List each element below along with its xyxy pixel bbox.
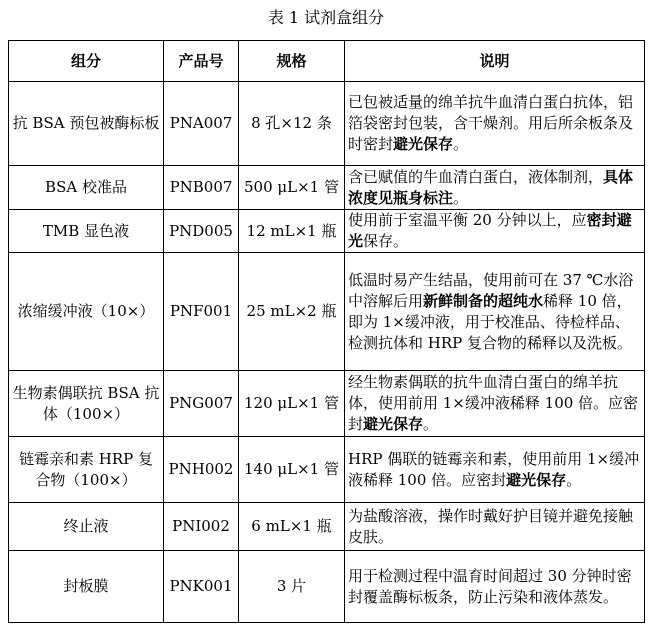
header-description: 说明 [345, 41, 645, 82]
cell-component: 终止液 [9, 503, 164, 551]
table-row [9, 551, 645, 623]
cell-description [345, 166, 645, 210]
description-text: 低温时易产生结晶，使用前可在 37 ℃水浴中溶解后用 [348, 270, 634, 310]
description-text: 。 [423, 415, 439, 433]
cell-description [345, 210, 645, 253]
description-text: 。 [566, 470, 582, 489]
cell-component: BSA 校准品 [9, 166, 164, 210]
cell-product-no: PNB007 [164, 166, 239, 210]
cell-component: 抗 BSA 预包被酶标板 [9, 82, 164, 166]
cell-component: TMB 显色液 [9, 210, 164, 253]
description-text: HRP 偶联的链霉亲和素，使用前用 1×缓冲液稀释 100 倍。应密封 [348, 449, 640, 489]
header-spec: 规格 [239, 41, 345, 82]
table-row [9, 503, 645, 551]
cell-product-no: PNA007 [164, 82, 239, 166]
description-text: 含已赋值的牛血清白蛋白，液体制剂， [348, 167, 604, 186]
header-product-no: 产品号 [164, 41, 239, 82]
cell-product-no: PNK001 [164, 551, 239, 623]
cell-component: 封板膜 [9, 551, 164, 623]
cell-description [345, 437, 645, 503]
bold-note: 避光保存 [506, 470, 567, 489]
cell-product-no: PND005 [164, 210, 239, 253]
cell-description [345, 371, 645, 437]
bold-note: 具体浓度见瓶身标注 [348, 167, 634, 207]
cell-product-no: PNF001 [164, 253, 239, 371]
table-caption: 表 1 试剂盒组分 [267, 8, 385, 27]
bold-note: 密封避光 [348, 211, 632, 250]
header-component: 组分 [9, 41, 164, 82]
description-text: 稀释 10 倍，即为 1×缓冲液，用于校准品、待检样品、检测抗体和 HRP 复合物的稀释以及洗板。 [348, 291, 633, 352]
cell-spec: 140 μL×1 管 [239, 437, 345, 503]
cell-spec: 12 mL×1 瓶 [239, 210, 345, 253]
table-row [9, 371, 645, 437]
cell-description [345, 503, 645, 551]
cell-description [345, 82, 645, 166]
cell-description [345, 253, 645, 371]
table-row [9, 253, 645, 371]
cell-spec: 8 孔×12 条 [239, 82, 345, 166]
cell-spec: 120 μL×1 管 [239, 371, 345, 437]
cell-product-no: PNH002 [164, 437, 239, 503]
description-text: 经生物素偶联的抗牛血清白蛋白的绵羊抗体，使用前用 1×缓冲液稀释 100 倍。应密封 [348, 373, 639, 433]
table-row [9, 437, 645, 503]
description-text: 已包被适量的绵羊抗牛血清白蛋白抗体，铝箔袋密封包装，含干燥剂。用后所余板条及时密封 [348, 93, 634, 153]
cell-spec: 6 mL×1 瓶 [239, 503, 345, 551]
description-text: 为盐酸溶液，操作时戴好护目镜并避免接触皮肤。 [348, 506, 634, 546]
description-text: 。 [453, 135, 469, 153]
cell-product-no: PNI002 [164, 503, 239, 551]
bold-note: 新鲜制备的超纯水 [423, 291, 544, 310]
description-text: 用于检测过程中温育时间超过 30 分钟时密封覆盖酶标板条，防止污染和液体蒸发。 [348, 566, 632, 606]
cell-product-no: PNG007 [164, 371, 239, 437]
table-row [9, 210, 645, 253]
description-text: 保存。 [363, 232, 409, 250]
bold-note: 避光保存 [363, 415, 424, 433]
cell-component: 浓缩缓冲液（10×） [9, 253, 164, 371]
cell-description [345, 551, 645, 623]
cell-spec: 25 mL×2 瓶 [239, 253, 345, 371]
table-row [9, 166, 645, 210]
description-text: 。 [453, 188, 469, 207]
table-header-row [9, 41, 645, 82]
cell-spec: 3 片 [239, 551, 345, 623]
table-row [9, 82, 645, 166]
cell-component: 生物素偶联抗 BSA 抗体（100×） [9, 371, 164, 437]
bold-note: 避光保存 [393, 135, 454, 153]
cell-component: 链霉亲和素 HRP 复合物（100×） [9, 437, 164, 503]
kit-components-table [8, 40, 645, 623]
cell-spec: 500 μL×1 管 [239, 166, 345, 210]
description-text: 使用前于室温平衡 20 分钟以上，应 [348, 211, 587, 229]
